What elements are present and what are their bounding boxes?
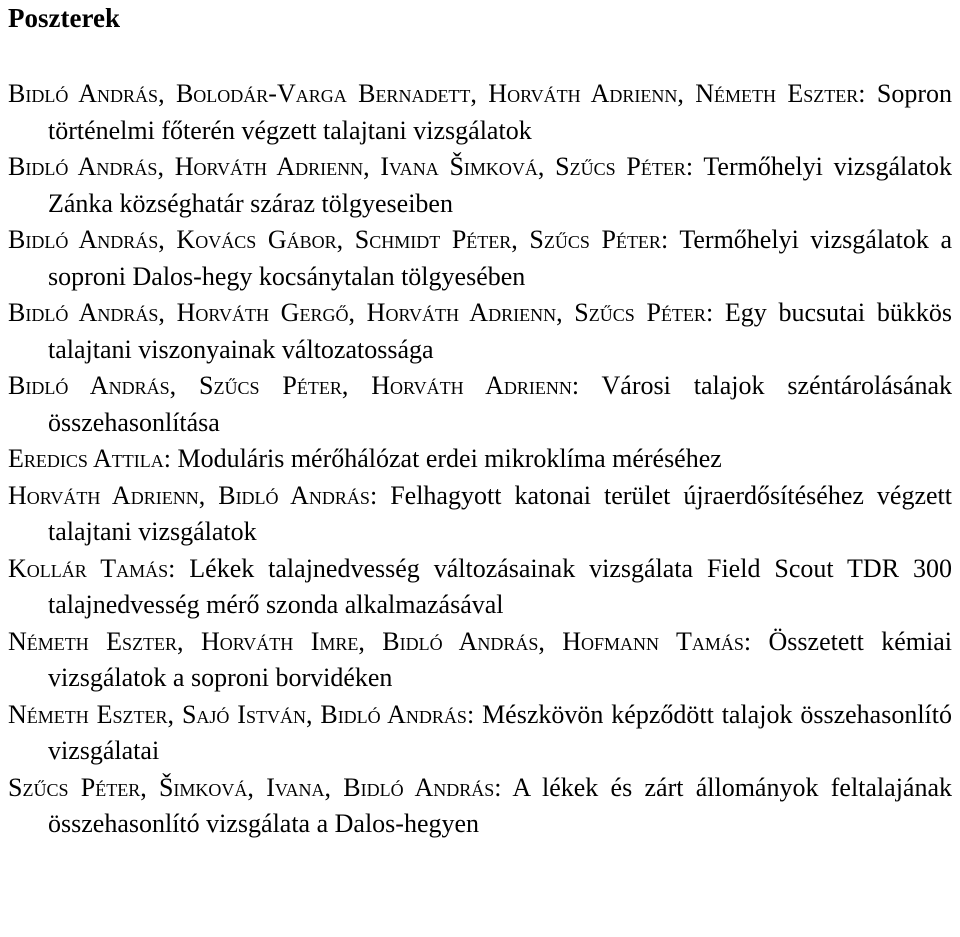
- poster-entry-9: Németh Eszter, Horváth Imre, Bidló András, Hofmann Tamás: Összetett kémiai vizsgálatok a soproni borvidéken: [8, 626, 952, 692]
- poster-authors: Bidló András, Horváth Adrienn, Ivana Šimková, Szűcs Péter: [8, 152, 686, 181]
- poster-entry-1: Bidló András, Bolodár-Varga Bernadett, Horváth Adrienn, Németh Eszter: Sopron történelmi főterén végzett talajtani vizsgálatok: [8, 79, 952, 145]
- poster-authors: Németh Eszter, Sajó István, Bidló András: [8, 699, 467, 729]
- poster-entry-11: Szűcs Péter, Šimková, Ivana, Bidló András: A lékek és zárt állományok feltalajának összehasonlító vizsgálata a Dalos-hegyen: [8, 772, 952, 838]
- poster-authors: Szűcs Péter, Šimková, Ivana, Bidló András: [8, 772, 495, 802]
- poster-title: Városi talajok széntárolásának összehasonlítása: [48, 371, 952, 437]
- poster-title: Mészkövön képződött talajok összehasonlító vizsgálatai: [48, 699, 952, 765]
- poster-title: Sopron történelmi főterén végzett talajtani vizsgálatok: [48, 79, 952, 145]
- poster-authors: Horváth Adrienn, Bidló András: [8, 480, 370, 510]
- poster-title: Egy bucsutai bükkös talajtani viszonyainak változatossága: [48, 298, 952, 364]
- poster-entry-10: Németh Eszter, Sajó István, Bidló András: Mészkövön képződött talajok összehasonlító vizsgálatai: [8, 699, 952, 765]
- poster-title: Lékek talajnedvesség változásainak vizsgálata Field Scout TDR 300 talajnedvesség mérő szonda alkalmazásával: [48, 553, 952, 619]
- poster-authors: Bidló András, Bolodár-Varga Bernadett, Horváth Adrienn, Németh Eszter: [8, 79, 859, 108]
- poster-entry-2: Bidló András, Horváth Adrienn, Ivana Šimková, Szűcs Péter: Termőhelyi vizsgálatok Zánka községhatár száraz tölgyeseiben: [8, 152, 952, 218]
- poster-title: A lékek és zárt állományok feltalajának összehasonlító vizsgálata a Dalos-hegyen: [48, 772, 952, 838]
- poster-title: Termőhelyi vizsgálatok a soproni Dalos-hegy kocsánytalan tölgyesében: [48, 225, 952, 291]
- poster-entry-5: Bidló András, Szűcs Péter, Horváth Adrienn: Városi talajok széntárolásának összehasonlítása: [8, 371, 952, 437]
- poster-authors: Bidló András, Szűcs Péter, Horváth Adrienn: [8, 371, 572, 400]
- poster-authors: Németh Eszter, Horváth Imre, Bidló András, Hofmann Tamás: [8, 626, 744, 656]
- poster-authors: Bidló András, Horváth Gergő, Horváth Adrienn, Szűcs Péter: [8, 298, 706, 327]
- poster-authors: Eredics Attila: [8, 444, 164, 473]
- section-heading: Poszterek: [8, 3, 120, 33]
- poster-title: Összetett kémiai vizsgálatok a soproni borvidéken: [48, 626, 952, 692]
- poster-title: Moduláris mérőhálózat erdei mikroklíma méréséhez: [177, 444, 722, 473]
- poster-entry-6: Eredics Attila: Moduláris mérőhálózat erdei mikroklíma méréséhez: [8, 444, 722, 473]
- poster-authors: Bidló András, Kovács Gábor, Schmidt Péter, Szűcs Péter: [8, 225, 661, 254]
- poster-entry-4: Bidló András, Horváth Gergő, Horváth Adrienn, Szűcs Péter: Egy bucsutai bükkös talajtani viszonyainak változatossága: [8, 298, 952, 364]
- poster-entry-8: Kollár Tamás: Lékek talajnedvesség változásainak vizsgálata Field Scout TDR 300 talajnedvesség mérő szonda alkalmazásával: [8, 553, 952, 619]
- poster-authors: Kollár Tamás: [8, 553, 169, 583]
- poster-title: Termőhelyi vizsgálatok Zánka községhatár száraz tölgyeseiben: [48, 152, 952, 218]
- poster-entry-7: Horváth Adrienn, Bidló András: Felhagyott katonai terület újraerdősítéséhez végzett talajtani vizsgálatok: [8, 480, 952, 546]
- poster-list: [8, 76, 952, 843]
- poster-title: Felhagyott katonai terület újraerdősítéséhez végzett talajtani vizsgálatok: [48, 480, 952, 546]
- poster-entry-3: Bidló András, Kovács Gábor, Schmidt Péter, Szűcs Péter: Termőhelyi vizsgálatok a soproni Dalos-hegy kocsánytalan tölgyesében: [8, 225, 952, 291]
